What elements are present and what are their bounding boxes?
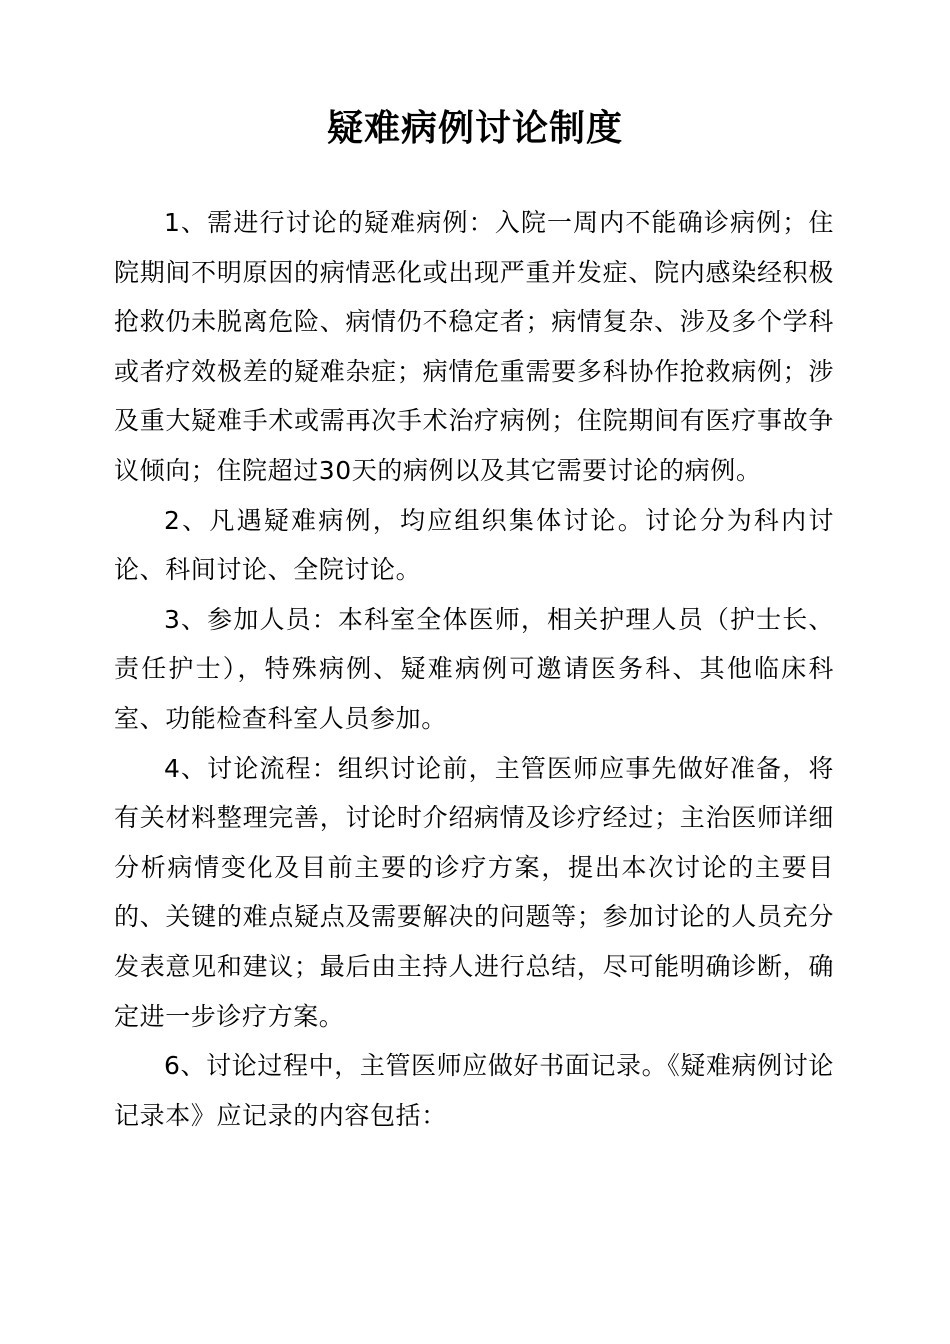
document-body: [114, 198, 834, 1140]
paragraph-2-group-discussion: 2、凡遇疑难病例，均应组织集体讨论。讨论分为科内讨论、科间讨论、全院讨论。: [114, 505, 834, 585]
paragraph-4-discussion-process: 4、讨论流程：组织讨论前，主管医师应事先做好准备，将有关材料整理完善，讨论时介绍病情及诊疗经过；主治医师详细分析病情变化及目前主要的诊疗方案，提出本次讨论的主要目的、关键的难点疑点及需要解决的问题等；参加讨论的人员充分发表意见和建议；最后由主持人进行总结，尽可能明确诊断，确定进一步诊疗方案。: [114, 753, 834, 1031]
paragraph-1-difficult-cases: 1、需进行讨论的疑难病例：入院一周内不能确诊病例；住院期间不明原因的病情恶化或出现严重并发症、院内感染经积极抢救仍未脱离危险、病情仍不稳定者；病情复杂、涉及多个学科或者疗效极差的疑难杂症；病情危重需要多科协作抢救病例；涉及重大疑难手术或需再次手术治疗病例；住院期间有医疗事故争议倾向；住院超过30天的病例以及其它需要讨论的病例。: [114, 208, 834, 485]
paragraph-3-participants: 3、参加人员：本科室全体医师，相关护理人员（护士长、责任护士），特殊病例、疑难病例可邀请医务科、其他临床科室、功能检查科室人员参加。: [114, 604, 834, 733]
paragraph-6-written-record: 6、讨论过程中，主管医师应做好书面记录。《疑难病例讨论记录本》应记录的内容包括：: [114, 1051, 834, 1130]
document-title: 疑难病例讨论制度: [326, 108, 623, 149]
